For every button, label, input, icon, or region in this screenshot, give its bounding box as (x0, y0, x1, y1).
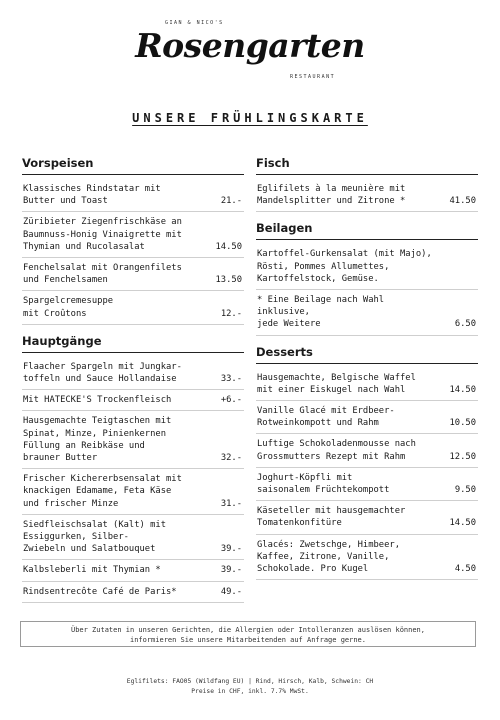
item-price: 14.50 (449, 384, 476, 395)
item-price: 10.50 (449, 418, 476, 429)
item-name: Kalbsleberli mit Thymian * (23, 565, 161, 576)
footer-origin-line: Eglifilets: FAO05 (Wildfang EU) | Rind, Hirsch, Kalb, Schwein: CH (126, 678, 374, 685)
section-title: Beilagen (256, 221, 478, 240)
section-title: Vorspeisen (22, 156, 244, 175)
menu-item (22, 357, 244, 390)
item-price: +6.- (220, 395, 242, 406)
item-price: 21.- (220, 196, 242, 207)
item-price: 14.50 (215, 241, 242, 252)
menu-item (256, 401, 478, 434)
menu-item (22, 582, 244, 603)
item-price: 39.- (220, 544, 242, 555)
section-title: Hauptgänge (22, 334, 244, 353)
restaurant-logo: Rosengarten (135, 26, 365, 65)
right-column (256, 156, 478, 580)
item-price: 12.- (220, 308, 242, 319)
note-text: * Eine Beilage nach Wahl inklusive, jede Weitere (257, 295, 385, 330)
section-gap (256, 212, 478, 221)
section-vorspeisen (22, 156, 244, 325)
item-price: 41.50 (449, 196, 476, 207)
item-name: Käseteller mit hausgemachter Tomatenkonfitüre (257, 506, 406, 529)
menu-item (256, 468, 478, 501)
section-title: Desserts (256, 345, 478, 364)
menu-item (22, 469, 244, 515)
item-name: Mit HATECKE'S Trockenfleisch (23, 395, 172, 406)
item-name: Hausgemachte, Belgische Waffel mit einer Eiskugel nach Wahl (257, 372, 416, 395)
item-price: 12.50 (449, 451, 476, 462)
section-desserts (256, 345, 478, 581)
section-gap (22, 325, 244, 334)
section-title: Fisch (256, 156, 478, 175)
side-dish-note (256, 290, 478, 336)
footer (0, 677, 500, 697)
menu-item (22, 179, 244, 212)
allergy-text: Über Zutaten in unseren Gerichten, die Allergien oder Intolleranzen auslösen können, informieren Sie unsere Mitarbeitenden auf Anfrage gerne. (70, 626, 425, 644)
item-name: Eglifilets à la meunière mit Mandelsplitter und Zitrone * (257, 184, 406, 207)
menu-item (22, 291, 244, 324)
menu-item (256, 434, 478, 467)
item-name: Frischer Kichererbsensalat mit knackigen Edamame, Feta Käse und frischer Minze (23, 474, 182, 509)
menu-item (256, 244, 478, 290)
item-price: 31.- (220, 498, 242, 509)
item-price: 13.50 (215, 275, 242, 286)
item-name: Hausgemachte Teigtaschen mit Spinat, Minze, Pinienkernen Füllung an Reibkäse und brauner Butter (23, 416, 172, 464)
logo-subtag: RESTAURANT (290, 74, 336, 80)
menu-item (256, 535, 478, 581)
item-name: Siedfleischsalat (Kalt) mit Essiggurken, Silber- Zwiebeln und Salatbouquet (23, 519, 166, 555)
item-name: Klassisches Rindstatar mit Butter und Toast (23, 184, 161, 207)
item-name: Rindsentrecôte Café de Paris* (23, 586, 177, 597)
item-price: 4.50 (454, 564, 476, 575)
item-price: 14.50 (449, 518, 476, 529)
item-name: Fenchelsalat mit Orangenfilets und Fenchelsamen (23, 263, 182, 286)
menu-item (256, 368, 478, 401)
menu-item (22, 411, 244, 469)
item-name: Spargelcremesuppe mit Croûtons (23, 296, 114, 319)
item-price: 49.- (220, 586, 242, 597)
menu-item (22, 212, 244, 258)
section-hauptgaenge (22, 334, 244, 603)
menu-item (256, 501, 478, 534)
item-name: Kartoffel-Gurkensalat (mit Majo), Rösti, Pommes Allumettes, Kartoffelstock, Gemüse. (257, 249, 432, 284)
item-name: Glacés: Zwetschge, Himbeer, Kaffee, Zitrone, Vanille, Schokolade. Pro Kugel (257, 539, 400, 575)
footer-price-line: Preise in CHF, inkl. 7.7% MwSt. (191, 688, 309, 695)
menu-item (22, 560, 244, 581)
tagline: GIAN & NICO'S (165, 20, 224, 26)
section-gap (256, 336, 478, 345)
menu-item (22, 258, 244, 291)
menu-item (256, 179, 478, 212)
section-beilagen (256, 221, 478, 335)
item-price: 9.50 (454, 485, 476, 496)
item-name: Flaacher Spargeln mit Jungkar- toffeln und Sauce Hollandaise (23, 361, 182, 385)
section-fisch (256, 156, 478, 212)
allergy-notice (20, 621, 476, 647)
menu-item (22, 390, 244, 411)
item-price: 39.- (220, 565, 242, 576)
item-name: Vanille Glacé mit Erdbeer- Rotweinkompott und Rahm (257, 406, 395, 429)
item-name: Luftige Schokoladenmousse nach Grossmutters Rezept mit Rahm (257, 439, 416, 462)
item-price: 32.- (220, 453, 242, 464)
item-name: Züribieter Ziegenfrischkäse an Baumnuss-Honig Vinaigrette mit Thymian und Rucolasalat (23, 217, 182, 252)
item-price: 33.- (220, 374, 242, 385)
left-column (22, 156, 244, 603)
page-title: UNSERE FRÜHLINGSKARTE (132, 111, 368, 125)
menu-header (0, 0, 500, 100)
item-name: Joghurt-Köpfli mit saisonalem Früchtekompott (257, 472, 390, 496)
menu-item (22, 515, 244, 561)
note-price: 6.50 (454, 319, 476, 330)
